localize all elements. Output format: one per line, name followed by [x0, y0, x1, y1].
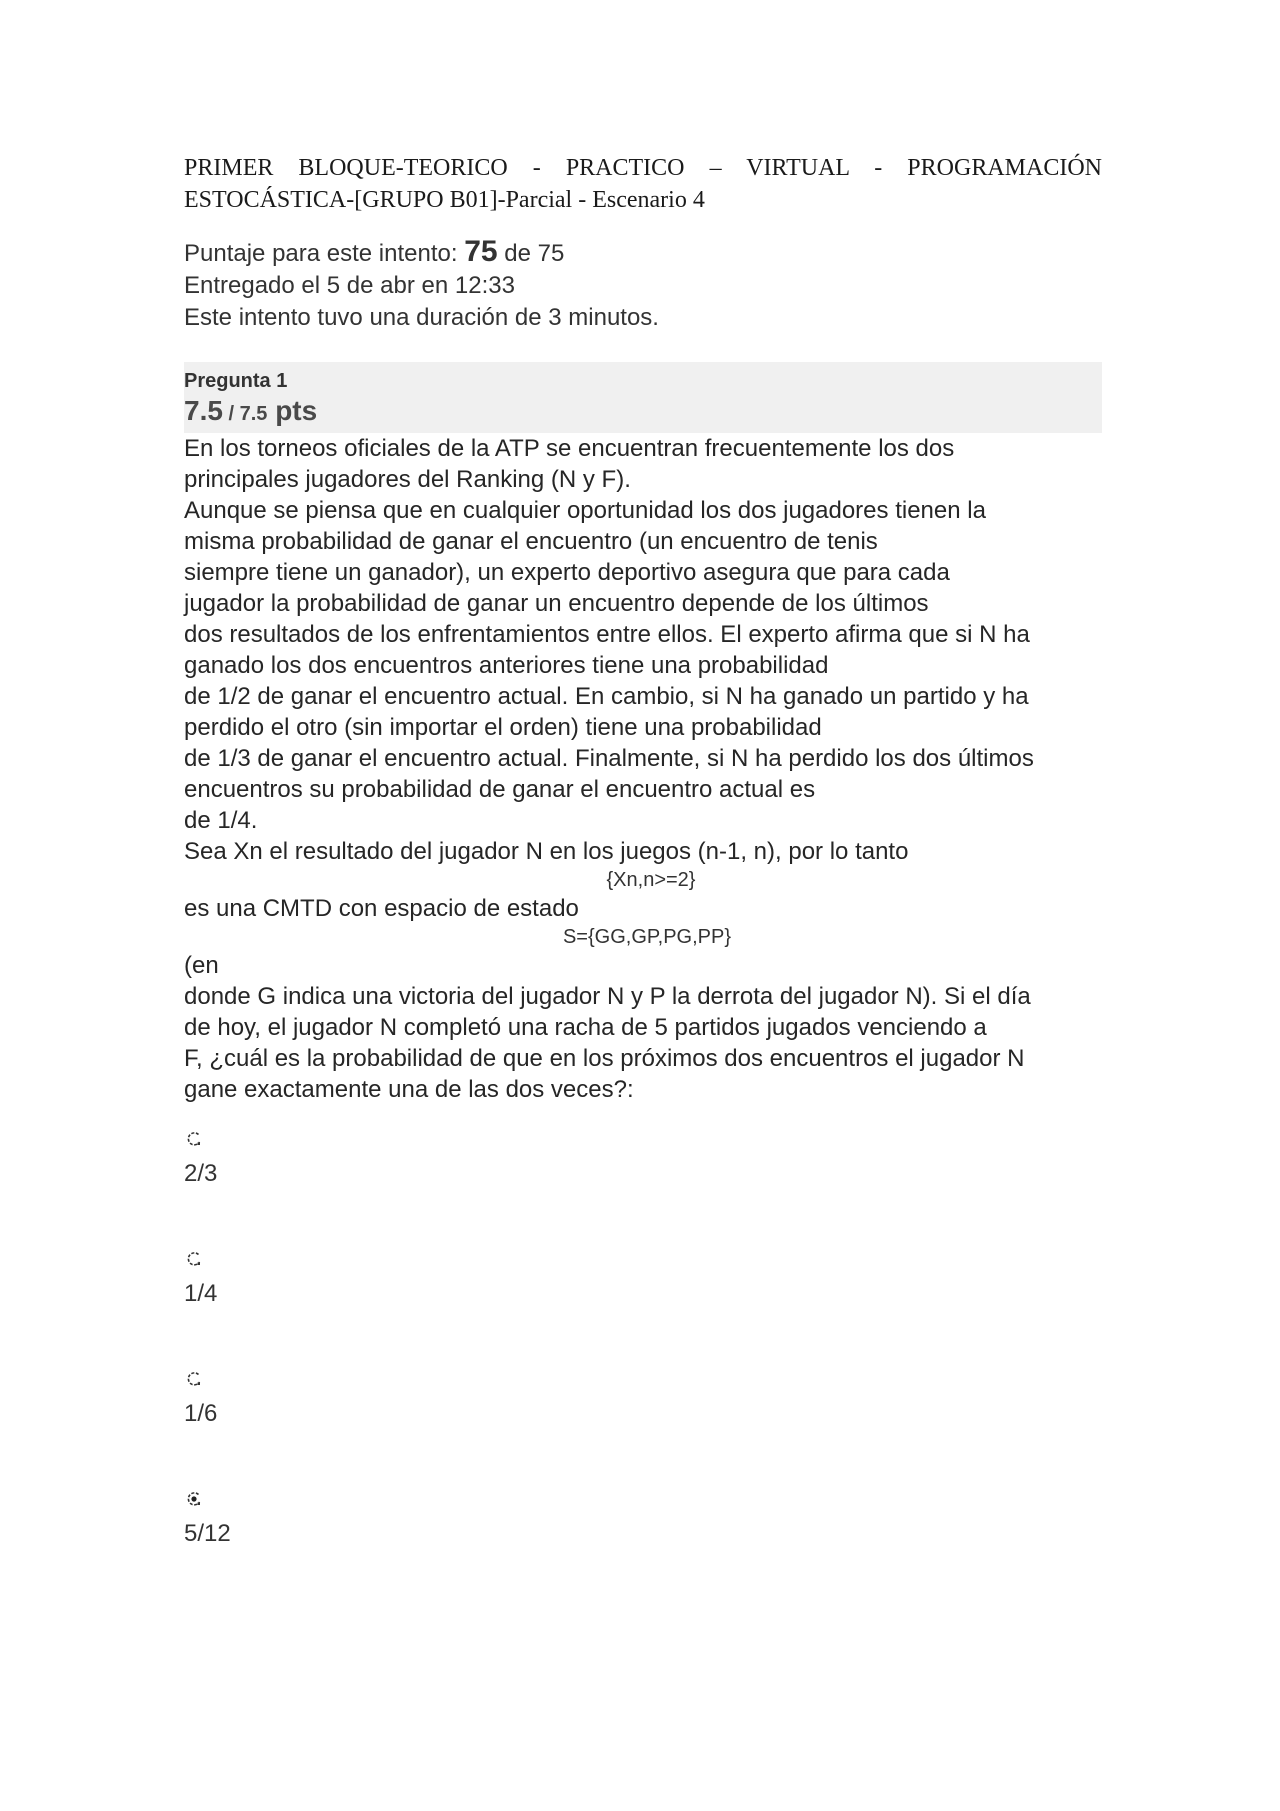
question-line: de hoy, el jugador N completó una racha de 5 partidos jugados venciendo a: [184, 1014, 987, 1041]
points-earned: 7.5: [184, 395, 223, 426]
question-line: perdido el otro (sin importar el orden) tiene una probabilidad: [184, 714, 822, 741]
question-line: F, ¿cuál es la probabilidad de que en los próximos dos encuentros el jugador N: [184, 1045, 1025, 1072]
question-line: dos resultados de los enfrentamientos entre ellos. El experto afirma que si N ha: [184, 621, 1030, 648]
points-possible: / 7.5: [222, 403, 268, 425]
answer-text: 2/3: [184, 1160, 218, 1187]
question-line: es una CMTD con espacio de estado: [184, 895, 579, 922]
question-line: siempre tiene un ganador), un experto deportivo asegura que para cada: [184, 559, 950, 586]
question-line: (en: [184, 952, 219, 979]
question-line: gane exactamente una de las dos veces?:: [184, 1076, 634, 1103]
question-line: encuentros su probabilidad de ganar el encuentro actual es: [184, 776, 816, 803]
points-unit: pts: [267, 395, 318, 426]
question-text: [184, 433, 1102, 1105]
question-line: donde G indica una victoria del jugador N y P la derrota del jugador N). Si el día: [184, 983, 1031, 1010]
submitted-line: Entregado el 5 de abr en 12:33: [184, 272, 515, 299]
radio-unselected-icon[interactable]: [186, 1371, 202, 1387]
question-points: [184, 394, 1102, 431]
question-header: [184, 362, 1102, 433]
score-summary: [184, 236, 1102, 334]
answer-option-3[interactable]: [184, 1371, 1102, 1491]
formula-state-space: S={GG,GP,PG,PP}: [562, 926, 732, 948]
question-line: En los torneos oficiales de la ATP se encuentran frecuentemente los dos: [184, 435, 955, 462]
question-line: de 1/3 de ganar el encuentro actual. Finalmente, si N ha perdido los dos últimos: [184, 745, 1034, 772]
duration-line: Este intento tuvo una duración de 3 minutos.: [184, 304, 659, 331]
question-label: Pregunta 1: [184, 370, 288, 392]
answer-option-2[interactable]: [184, 1251, 1102, 1371]
radio-unselected-icon[interactable]: [186, 1251, 202, 1267]
question-line: de 1/4.: [184, 807, 258, 834]
radio-unselected-icon[interactable]: [186, 1131, 202, 1147]
formula-process: {Xn,n>=2}: [606, 869, 696, 891]
answer-text: 1/4: [184, 1280, 218, 1307]
question-line: ganado los dos encuentros anteriores tiene una probabilidad: [184, 652, 829, 679]
question-line: jugador la probabilidad de ganar un encuentro depende de los últimos: [184, 590, 929, 617]
question-line: Sea Xn el resultado del jugador N en los juegos (n-1, n), por lo tanto: [184, 838, 909, 865]
answer-option-1[interactable]: [184, 1131, 1102, 1251]
score-prefix: Puntaje para este intento:: [184, 240, 465, 267]
score-line: [184, 236, 1102, 270]
document-title: PRIMER BLOQUE-TEORICO - PRACTICO – VIRTUAL - PROGRAMACIÓN ESTOCÁSTICA-[GRUPO B01]-Parcial - Escenario 4: [184, 155, 1102, 213]
answer-text: 5/12: [184, 1520, 231, 1547]
question-line: Aunque se piensa que en cualquier oportunidad los dos jugadores tienen la: [184, 497, 986, 524]
answer-text: 1/6: [184, 1400, 218, 1427]
question-line: principales jugadores del Ranking (N y F).: [184, 466, 631, 493]
question-line: misma probabilidad de ganar el encuentro (un encuentro de tenis: [184, 528, 878, 555]
score-suffix: de 75: [497, 240, 565, 267]
document-content: [184, 152, 1102, 1611]
answer-list: [184, 1131, 1102, 1611]
score-value: 75: [464, 235, 498, 268]
answer-option-4[interactable]: [184, 1491, 1102, 1611]
question-line: de 1/2 de ganar el encuentro actual. En cambio, si N ha ganado un partido y ha: [184, 683, 1029, 710]
radio-selected-icon[interactable]: [186, 1491, 202, 1507]
